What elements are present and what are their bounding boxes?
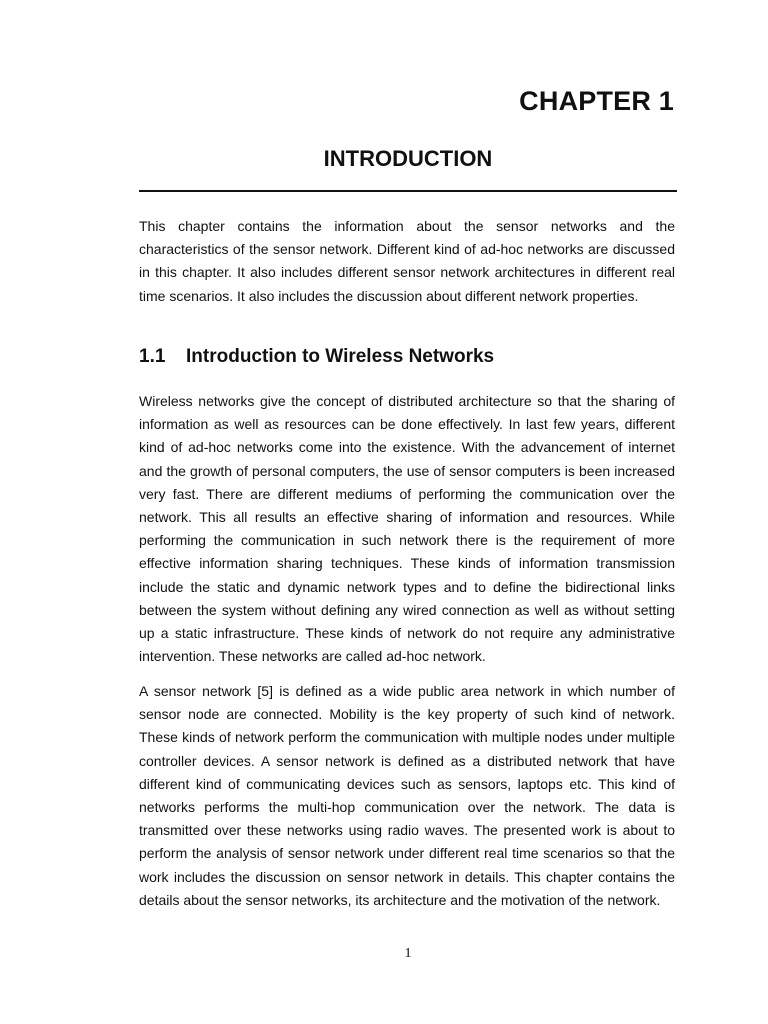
- intro-paragraph: This chapter contains the information about the sensor networks and the characteristics of the sensor network. Different kind of ad-hoc networks are discussed in this chapter. It also includes different sensor network architectures in different real time scenarios. It also includes the discussion about different network properties.: [139, 218, 675, 304]
- section-paragraph-1: Wireless networks give the concept of distributed architecture so that the sharing of information as well as resources can be done effectively. In last few years, different kind of ad-hoc networks come into the existence. With the advancement of internet and the growth of personal computers, the use of sensor computers is been increased very fast. There are different mediums of performing the communication over the network. This all results an effective sharing of information and resources. While performing the communication in such network there is the requirement of more effective information sharing techniques. These kinds of information transmission include the static and dynamic network types and to define the bidirectional links between the system without defining any wired connection as well as without setting up a static infrastructure. These kinds of network do not require any administrative intervention. These networks are called ad-hoc network.: [139, 393, 675, 665]
- title-divider: [139, 190, 677, 192]
- section-paragraph-2: A sensor network [5] is defined as a wide public area network in which number of sensor node are connected. Mobility is the key property of such kind of network. These kinds of network perform the communication with multiple nodes under multiple controller devices. A sensor network is defined as a distributed network that have different kind of communicating devices such as sensors, laptops etc. This kind of networks performs the multi-hop communication over the network. The data is transmitted over these networks using radio waves. The presented work is about to perform the analysis of sensor network under different real time scenarios so that the work includes the discussion on sensor network in details. This chapter contains the details about the sensor networks, its architecture and the motivation of the network.: [139, 683, 675, 908]
- chapter-label: CHAPTER 1: [519, 86, 674, 116]
- chapter-title: INTRODUCTION: [323, 146, 493, 171]
- section-title: Introduction to Wireless Networks: [186, 346, 495, 367]
- section-heading: [139, 346, 494, 368]
- section-number: 1.1: [139, 346, 166, 367]
- page-number: 1: [404, 946, 412, 961]
